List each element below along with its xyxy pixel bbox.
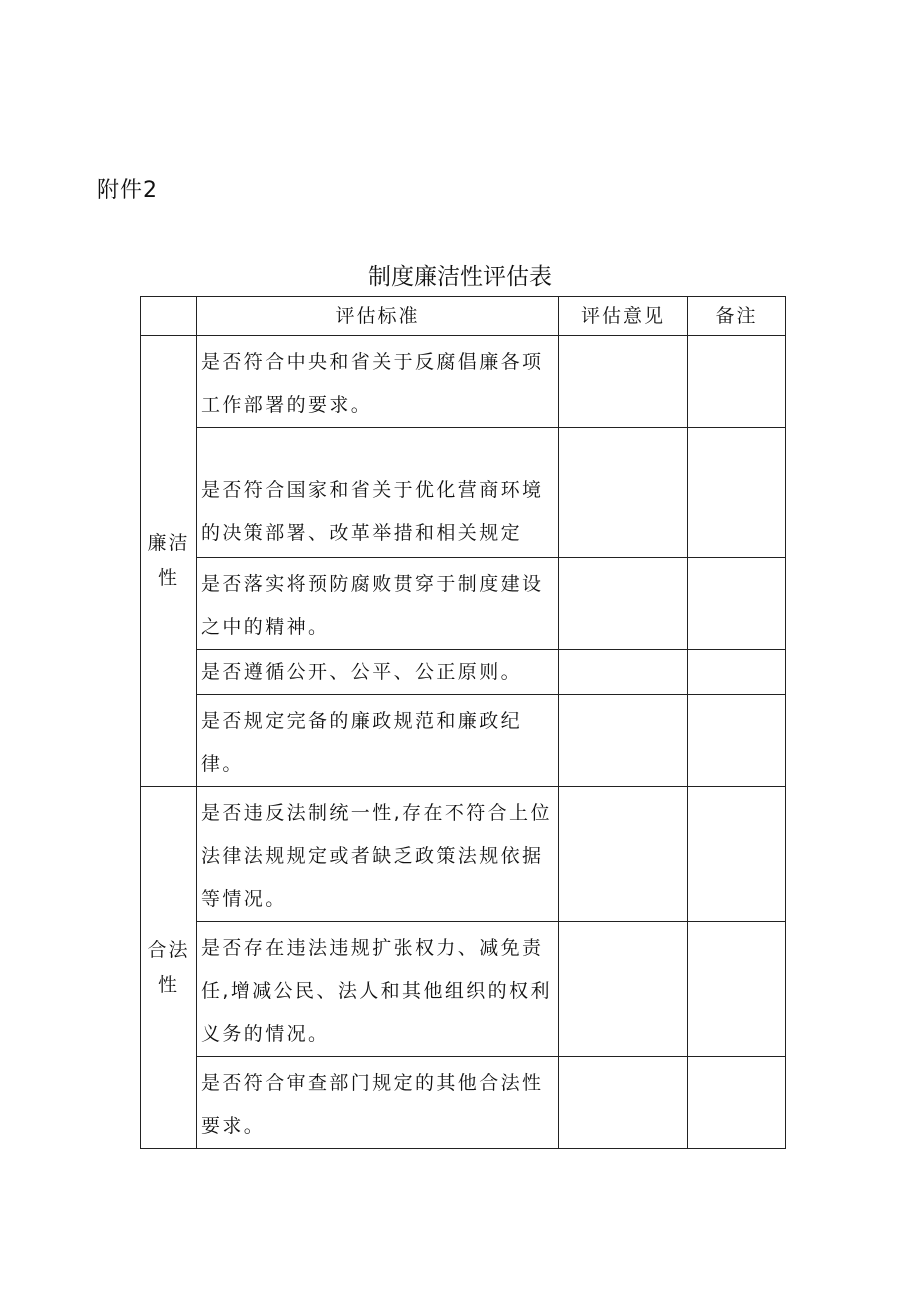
criteria-cell: 是否落实将预防腐败贯穿于制度建设之中的精神。 [197,558,559,650]
remarks-cell[interactable] [688,787,786,922]
opinion-cell[interactable] [559,650,688,695]
remarks-cell[interactable] [688,428,786,558]
criteria-cell: 是否符合审查部门规定的其他合法性要求。 [197,1057,559,1149]
criteria-cell: 是否符合国家和省关于优化营商环境的决策部署、改革举措和相关规定 [197,428,559,558]
remarks-cell[interactable] [688,922,786,1057]
header-category [141,297,197,336]
opinion-cell[interactable] [559,1057,688,1149]
table-row [141,1057,786,1149]
remarks-cell[interactable] [688,558,786,650]
criteria-cell: 是否存在违法违规扩张权力、减免责任,增减公民、法人和其他组织的权利义务的情况。 [197,922,559,1057]
criteria-cell: 是否规定完备的廉政规范和廉政纪律。 [197,695,559,787]
table-header-row [141,297,786,336]
table-row [141,336,786,428]
remarks-cell[interactable] [688,1057,786,1149]
opinion-cell[interactable] [559,922,688,1057]
table-row [141,922,786,1057]
criteria-cell: 是否遵循公开、公平、公正原则。 [197,650,559,695]
opinion-cell[interactable] [559,336,688,428]
table-row [141,787,786,922]
criteria-cell: 是否违反法制统一性,存在不符合上位法律法规规定或者缺乏政策法规依据等情况。 [197,787,559,922]
criteria-cell: 是否符合中央和省关于反腐倡廉各项工作部署的要求。 [197,336,559,428]
attachment-label: 附件2 [97,178,158,203]
page-title: 制度廉洁性评估表 [368,264,552,290]
remarks-cell[interactable] [688,650,786,695]
header-criteria: 评估标准 [197,297,559,336]
category-integrity: 廉洁性 [141,336,197,787]
header-remarks: 备注 [688,297,786,336]
opinion-cell[interactable] [559,695,688,787]
table-row [141,650,786,695]
category-legality: 合法性 [141,787,197,1149]
header-opinion: 评估意见 [559,297,688,336]
remarks-cell[interactable] [688,336,786,428]
opinion-cell[interactable] [559,428,688,558]
table-row [141,695,786,787]
table-row [141,558,786,650]
remarks-cell[interactable] [688,695,786,787]
table-row [141,428,786,558]
evaluation-table [140,296,786,1149]
opinion-cell[interactable] [559,558,688,650]
opinion-cell[interactable] [559,787,688,922]
